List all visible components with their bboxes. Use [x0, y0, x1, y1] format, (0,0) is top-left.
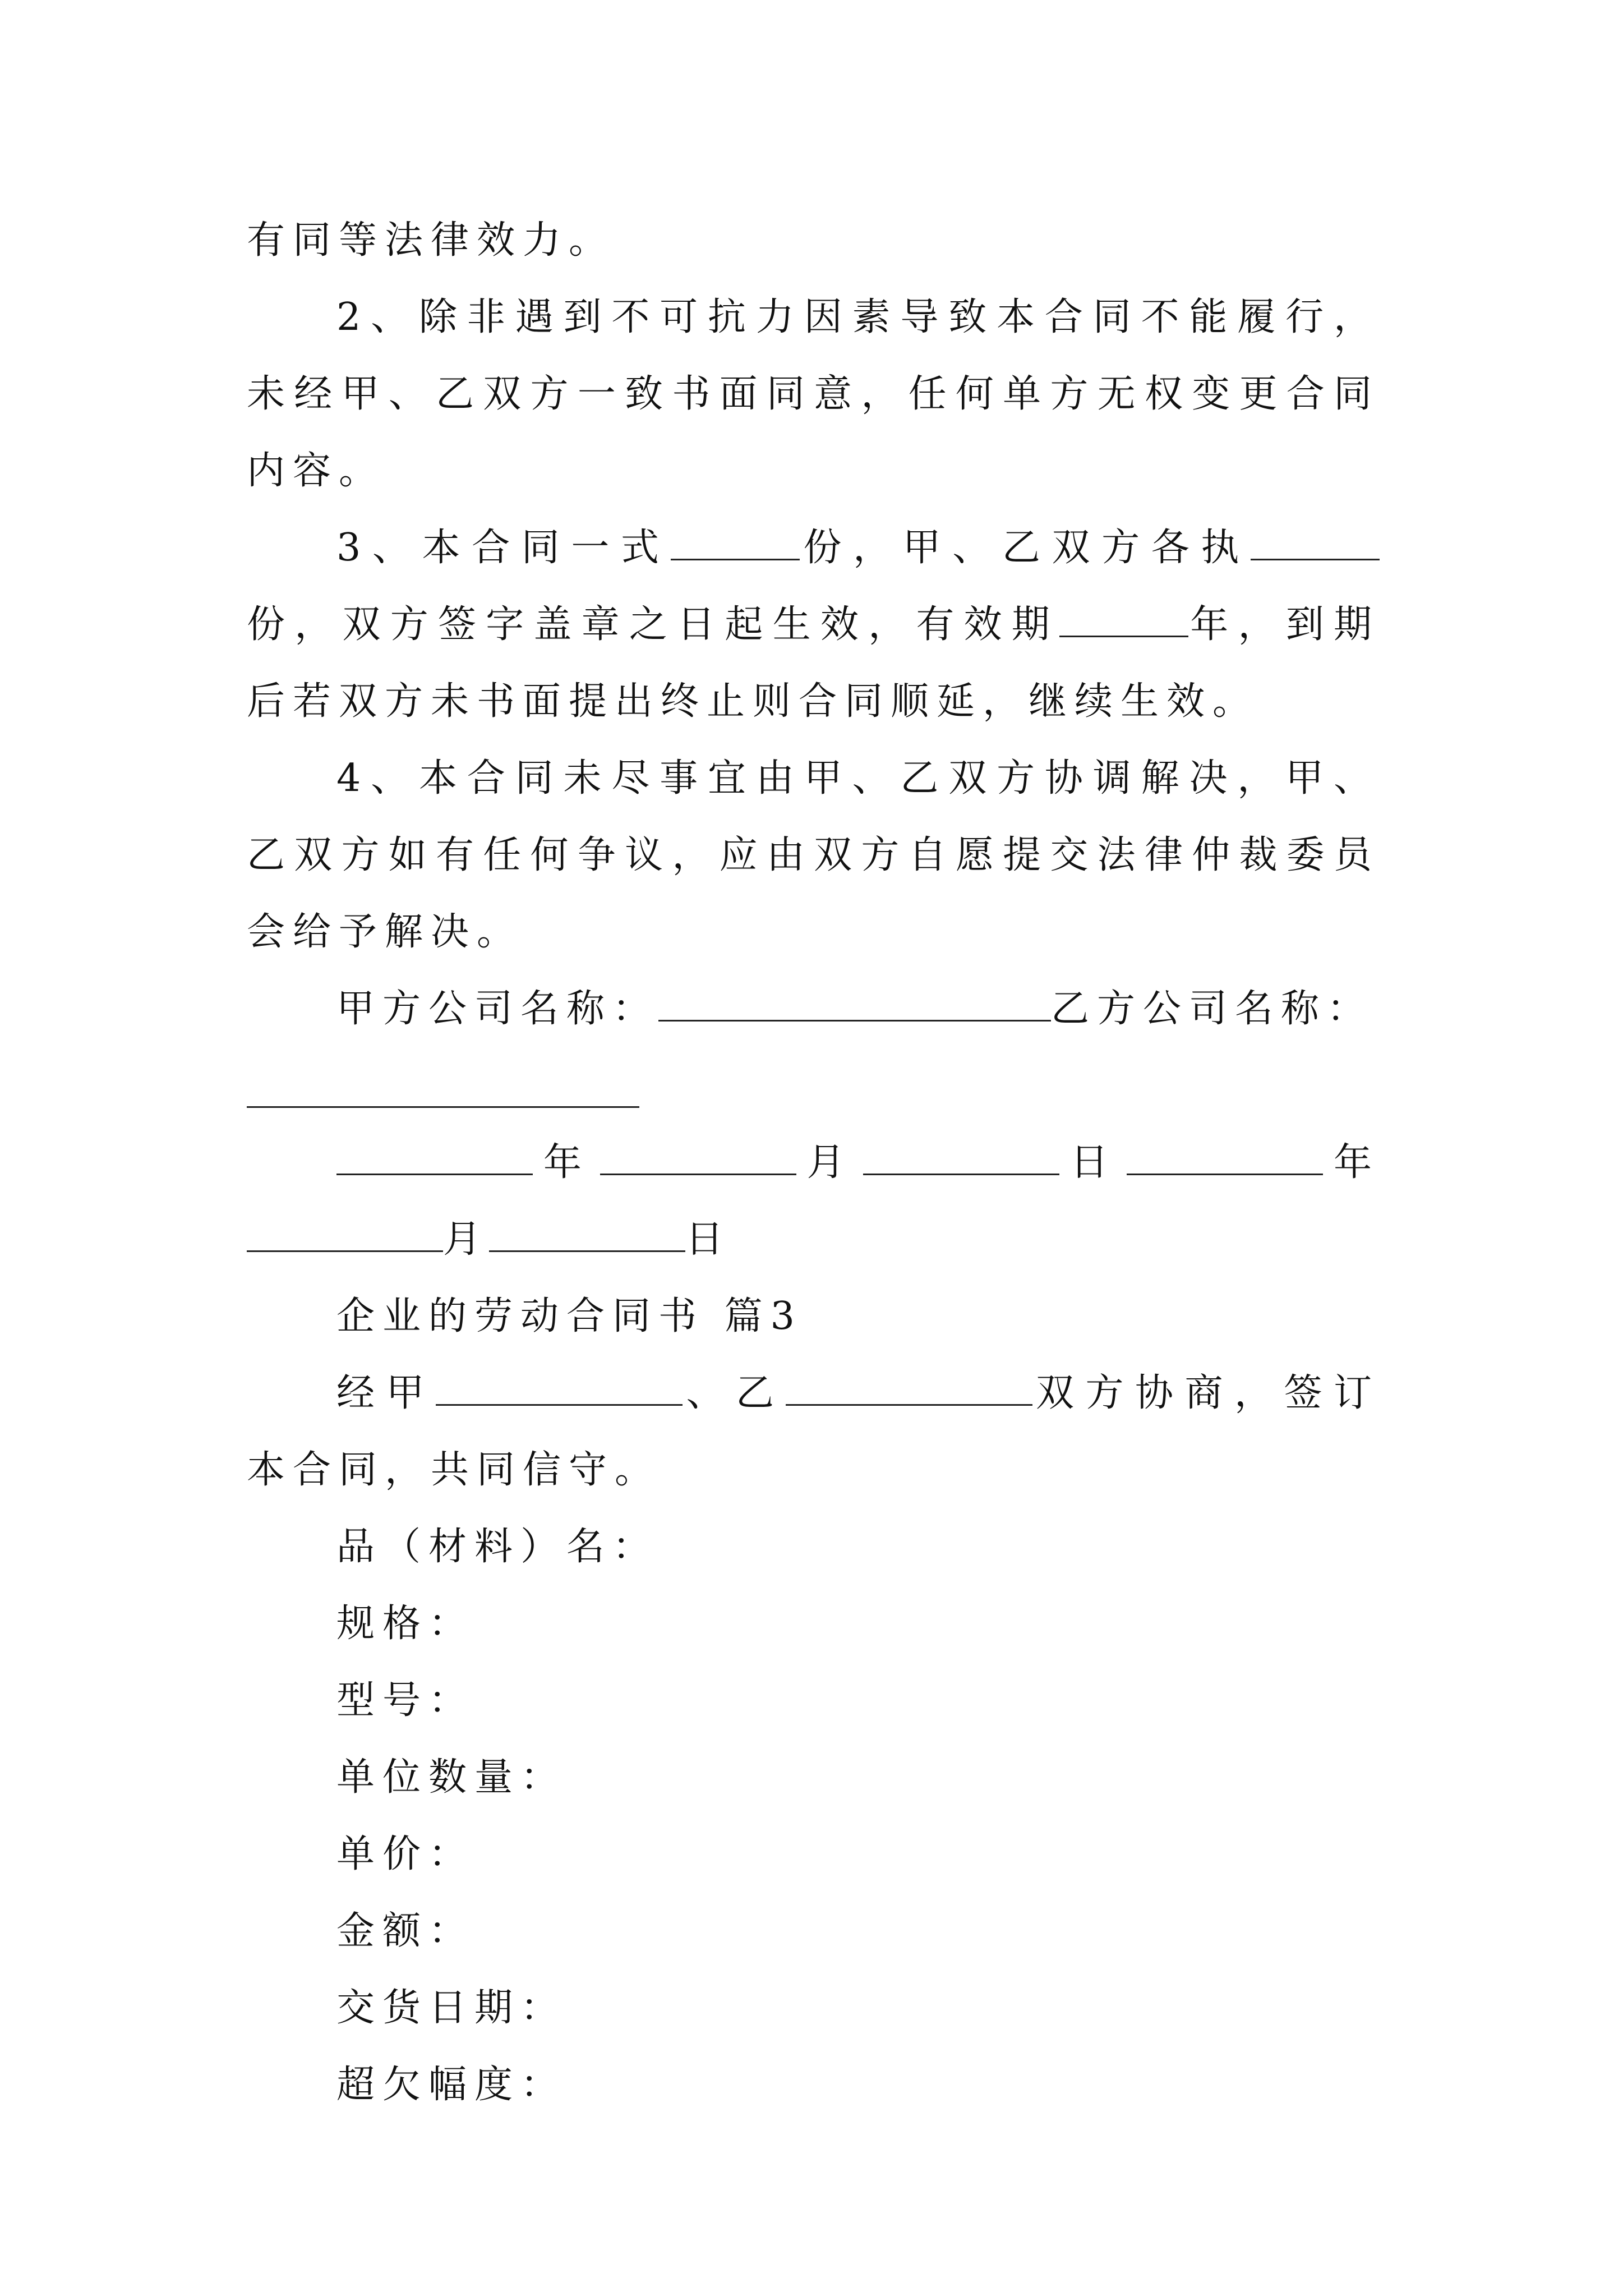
date-b-day-blank	[489, 1217, 685, 1252]
clause-4	[247, 740, 1380, 970]
document-body	[247, 202, 1380, 2123]
copies-each-blank	[1251, 525, 1380, 560]
party-b-name-blank	[786, 1370, 1032, 1406]
clause-2	[247, 279, 1380, 509]
field-label: 规格：	[336, 1602, 475, 1646]
field-label: 单价：	[336, 1832, 475, 1876]
field-label: 品（材料）名：	[336, 1525, 659, 1569]
field-model	[247, 1662, 1380, 1739]
field-amount	[247, 1893, 1380, 1970]
party-a-blank	[658, 986, 1051, 1022]
field-label: 单位数量：	[336, 1755, 567, 1800]
date-line	[247, 1124, 1380, 1278]
party-b-blank	[247, 1073, 639, 1108]
field-label: 型号：	[336, 1678, 475, 1723]
year-label: 年	[533, 1140, 600, 1185]
date-a-month-blank	[600, 1140, 796, 1175]
field-label: 超欠幅度：	[336, 2063, 567, 2107]
date-b-month-blank	[247, 1217, 443, 1252]
party-a-label: 甲方公司名称：	[336, 987, 659, 1031]
intro-text-a: 经甲	[336, 1371, 436, 1415]
field-unit-quantity	[247, 1739, 1380, 1816]
intro-text-b: 双方协商，签订本合同，共同信守。	[247, 1371, 1380, 1492]
section-intro	[247, 1355, 1380, 1508]
field-tolerance	[247, 2046, 1380, 2123]
validity-years-blank	[1059, 602, 1188, 637]
day-label: 日	[685, 1217, 732, 1262]
field-product-name	[247, 1508, 1380, 1585]
signature-line	[247, 970, 1380, 1047]
month-label: 月	[443, 1217, 490, 1262]
year-label: 年	[1323, 1140, 1380, 1185]
field-label: 金额：	[336, 1909, 475, 1953]
date-a-year-blank	[336, 1140, 533, 1175]
party-b-blank-line	[247, 1047, 1380, 1124]
party-a-name-blank	[436, 1370, 683, 1406]
date-b-year-blank	[1127, 1140, 1323, 1175]
paragraph-text: 有同等法律效力。	[247, 218, 615, 263]
clause-text-part2: 份，甲、乙双方各执	[799, 526, 1251, 570]
intro-separator: 、乙	[683, 1371, 786, 1415]
date-a-day-blank	[863, 1140, 1059, 1175]
clause-text: 4、本合同未尽事宜由甲、乙双方协调解决，甲、乙双方如有任何争议，应由双方自愿提交法律仲裁委员会给予解决。	[247, 756, 1380, 954]
clause-3	[247, 509, 1380, 740]
month-label: 月	[796, 1140, 864, 1185]
field-spec	[247, 1585, 1380, 1662]
section-heading-text: 企业的劳动合同书 篇3	[336, 1294, 803, 1338]
day-label: 日	[1059, 1140, 1127, 1185]
field-delivery-date	[247, 1970, 1380, 2046]
paragraph-tail	[247, 202, 1380, 279]
copies-blank	[671, 525, 800, 560]
clause-text-part3: 份，双方签字盖章之日起生效，有效期	[247, 602, 1060, 647]
clause-text-part4: 年，到期后若双方未书面提出终止则合同顺延，继续生效。	[247, 602, 1380, 724]
clause-text: 2、除非遇到不可抗力因素导致本合同不能履行，未经甲、乙双方一致书面同意，任何单方无权变更合同内容。	[247, 295, 1380, 493]
field-label: 交货日期：	[336, 1986, 567, 2030]
section-heading	[247, 1278, 1380, 1355]
clause-text-part1: 3、本合同一式	[336, 526, 671, 570]
party-b-label: 乙方公司名称：	[1051, 987, 1373, 1031]
field-unit-price	[247, 1816, 1380, 1893]
